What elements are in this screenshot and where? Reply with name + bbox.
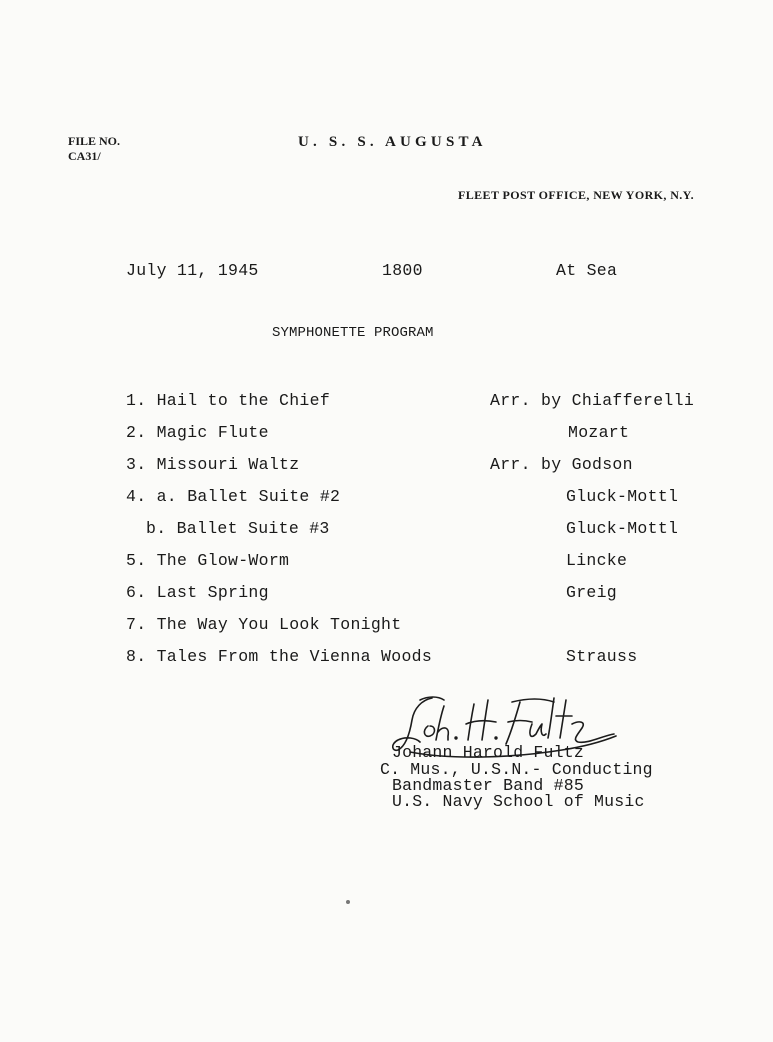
item-credit: Arr. by Godson — [490, 455, 633, 474]
conductor-name: Johann Harold Fultz — [392, 743, 584, 762]
program-title: SYMPHONETTE PROGRAM — [272, 325, 434, 341]
program-item — [126, 615, 401, 634]
program-location: At Sea — [556, 261, 618, 280]
program-item — [126, 583, 269, 602]
item-credit: Strauss — [566, 647, 638, 666]
program-item — [126, 455, 299, 474]
program-time: 1800 — [382, 261, 423, 280]
conductor-rank: C. Mus., U.S.N.- Conducting — [380, 760, 653, 779]
item-title: Last Spring — [156, 583, 269, 602]
bandmaster-title: Bandmaster Band #85 — [392, 776, 584, 795]
program-item — [146, 519, 330, 538]
item-title: Missouri Waltz — [156, 455, 300, 474]
program-item — [126, 487, 340, 506]
item-title: Tales From the Vienna Woods — [156, 647, 433, 666]
item-number: 1. — [126, 391, 147, 410]
item-number: 4. — [126, 487, 147, 506]
ship-name: U. S. S. AUGUSTA — [298, 134, 487, 150]
file-number-label: FILE NO. — [68, 134, 121, 148]
school-name: U.S. Navy School of Music — [392, 792, 645, 811]
file-number-value: CA31/ — [68, 149, 101, 163]
item-title: Magic Flute — [156, 423, 269, 442]
file-number — [68, 134, 120, 164]
item-number: 8. — [126, 647, 147, 666]
item-credit: Greig — [566, 583, 618, 602]
program-date: July 11, 1945 — [126, 261, 259, 280]
paper-speck — [346, 900, 350, 904]
item-credit: Gluck-Mottl — [566, 519, 679, 538]
item-title: The Way You Look Tonight — [156, 615, 402, 634]
item-credit: Mozart — [568, 423, 630, 442]
fleet-post-office: FLEET POST OFFICE, NEW YORK, N.Y. — [458, 188, 695, 202]
item-number: 5. — [126, 551, 147, 570]
item-credit: Gluck-Mottl — [566, 487, 679, 506]
item-number: 2. — [126, 423, 147, 442]
item-title: The Glow-Worm — [156, 551, 290, 570]
program-item — [126, 391, 330, 410]
program-item — [126, 647, 432, 666]
item-title: a. Ballet Suite #2 — [156, 487, 341, 506]
item-title: Hail to the Chief — [156, 391, 331, 410]
program-item — [126, 423, 269, 442]
item-number: 6. — [126, 583, 147, 602]
item-title: b. Ballet Suite #3 — [146, 519, 330, 538]
item-number: 3. — [126, 455, 147, 474]
item-number: 7. — [126, 615, 147, 634]
item-credit: Lincke — [566, 551, 628, 570]
program-item — [126, 551, 289, 570]
item-credit: Arr. by Chiafferelli — [490, 391, 695, 410]
